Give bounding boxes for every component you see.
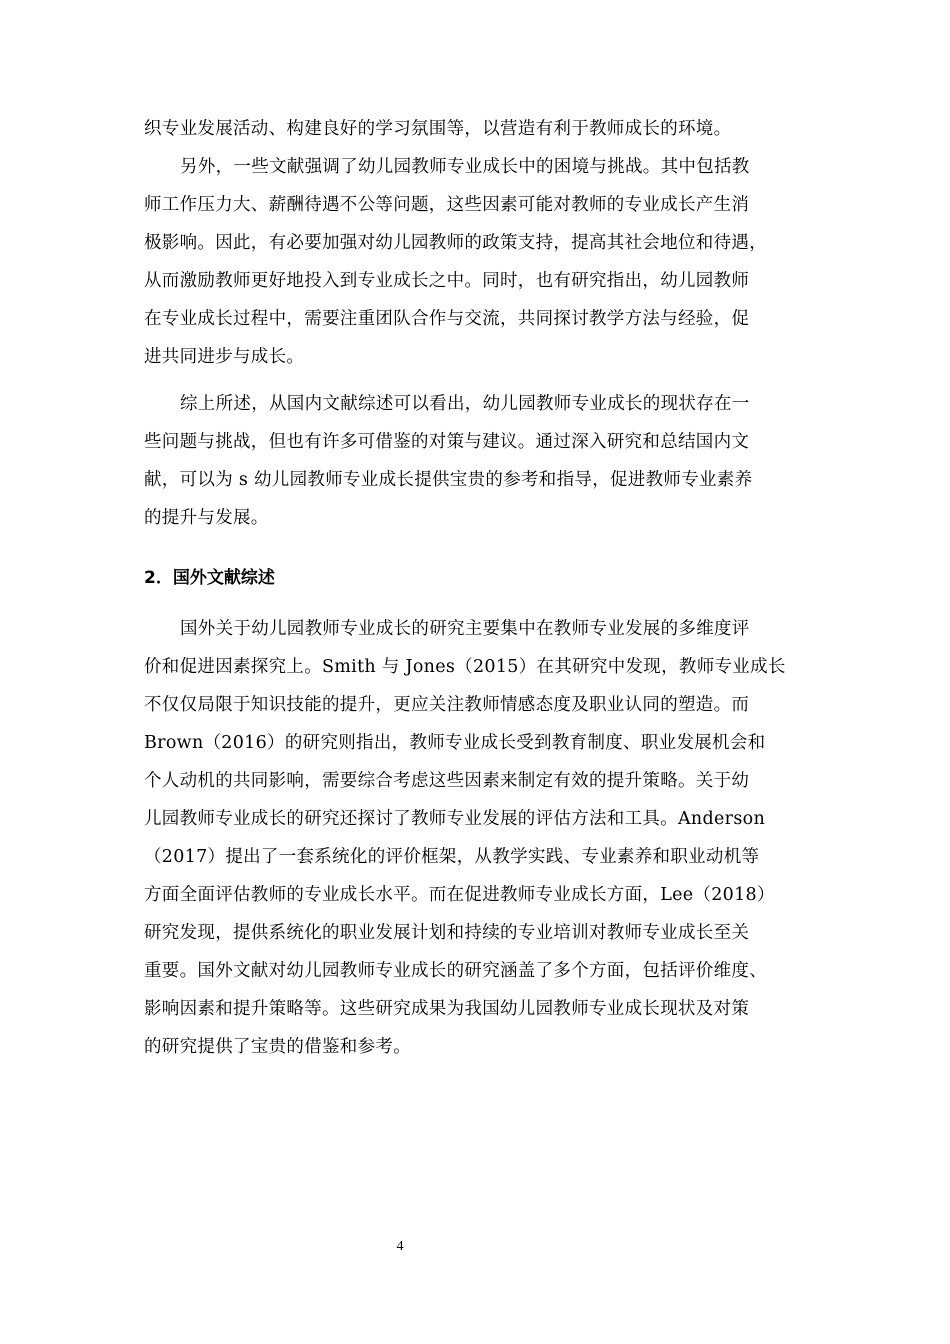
paragraph-4-line-1: 国外关于幼儿园教师专业成长的研究主要集中在教师专业发展的多维度评 [180, 619, 750, 639]
paragraph-3-line-2: 些问题与挑战，但也有许多可借鉴的对策与建议。通过深入研究和总结国内文 [144, 432, 750, 452]
paragraph-2-line-3: 极影响。因此，有必要加强对幼儿园教师的政策支持，提高其社会地位和待遇， [144, 233, 767, 253]
page-number: 4 [396, 1239, 404, 1254]
paragraph-4-line-4: Brown（2016）的研究则指出，教师专业成长受到教育制度、职业发展机会和 [144, 733, 766, 753]
paragraph-4-line-2: 价和促进因素探究上。Smith 与 Jones（2015）在其研究中发现，教师专业成长 [144, 657, 786, 677]
paragraph-2-line-5: 在专业成长过程中，需要注重团队合作与交流，共同探讨教学方法与经验，促 [144, 309, 750, 329]
paragraph-2-line-4: 从而激励教师更好地投入到专业成长之中。同时，也有研究指出，幼儿园教师 [144, 271, 750, 291]
paragraph-4-line-11: 影响因素和提升策略等。这些研究成果为我国幼儿园教师专业成长现状及对策 [144, 999, 750, 1019]
paragraph-4-line-7: （2017）提出了一套系统化的评价框架，从教学实践、专业素养和职业动机等 [144, 847, 760, 867]
paragraph-2-line-2: 师工作压力大、薪酬待遇不公等问题，这些因素可能对教师的专业成长产生消 [144, 195, 750, 215]
paragraph-4-line-3: 不仅仅局限于知识技能的提升，更应关注教师情感态度及职业认同的塑造。而 [144, 695, 750, 715]
section-heading: 2．国外文献综述 [144, 568, 275, 588]
paragraph-4-line-6: 儿园教师专业成长的研究还探讨了教师专业发展的评估方法和工具。Anderson [144, 809, 766, 829]
paragraph-3-line-3: 献，可以为 s 幼儿园教师专业成长提供宝贵的参考和指导，促进教师专业素养 [144, 470, 753, 490]
paragraph-4-line-9: 研究发现，提供系统化的职业发展计划和持续的专业培训对教师专业成长至关 [144, 923, 750, 943]
paragraph-4-line-5: 个人动机的共同影响，需要综合考虑这些因素来制定有效的提升策略。关于幼 [144, 771, 750, 791]
paragraph-2-line-6: 进共同进步与成长。 [144, 347, 305, 367]
paragraph-3-line-4: 的提升与发展。 [144, 508, 269, 528]
paragraph-4-line-12: 的研究提供了宝贵的借鉴和参考。 [144, 1037, 411, 1057]
paragraph-4-line-8: 方面全面评估教师的专业成长水平。而在促进教师专业成长方面，Lee（2018） [144, 885, 775, 905]
paragraph-4-line-10: 重要。国外文献对幼儿园教师专业成长的研究涵盖了多个方面，包括评价维度、 [144, 961, 767, 981]
paragraph-2-line-1: 另外，一些文献强调了幼儿园教师专业成长中的困境与挑战。其中包括教 [180, 157, 750, 177]
paragraph-1-line-1: 织专业发展活动、构建良好的学习氛围等，以营造有利于教师成长的环境。 [144, 119, 732, 139]
paragraph-3-line-1: 综上所述，从国内文献综述可以看出，幼儿园教师专业成长的现状存在一 [180, 394, 750, 414]
